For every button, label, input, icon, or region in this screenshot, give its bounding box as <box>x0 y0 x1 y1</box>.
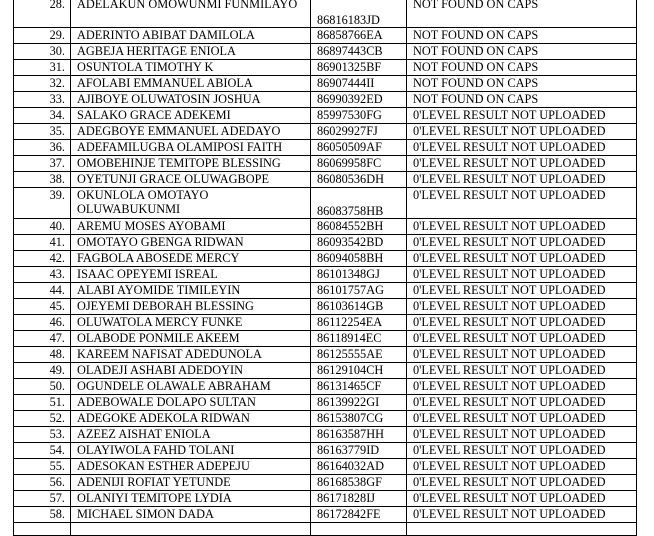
candidate-name-cell: OLADEJI ASHABI ADEDOYIN <box>71 363 311 379</box>
status-cell: 0'LEVEL RESULT NOT UPLOADED <box>407 299 637 315</box>
serial-number-cell: 28. <box>14 0 71 28</box>
candidate-name-cell: ADEFAMILUGBA OLAMIPOSI FAITH <box>71 140 311 156</box>
registration-number-cell: 86101348GJ <box>311 267 407 283</box>
table-row <box>14 0 637 28</box>
table-row <box>14 251 637 267</box>
serial-number-cell: 42. <box>14 251 71 267</box>
status-cell: 0'LEVEL RESULT NOT UPLOADED <box>407 235 637 251</box>
candidate-name-cell: OGUNDELE OLAWALE ABRAHAM <box>71 379 311 395</box>
candidate-name-cell: FAGBOLA ABOSEDE MERCY <box>71 251 311 267</box>
serial-number-cell: 58. <box>14 507 71 523</box>
candidate-name-cell: ADEGOKE ADEKOLA RIDWAN <box>71 411 311 427</box>
registration-number-cell: 86172842FE <box>311 507 407 523</box>
results-table <box>13 0 637 536</box>
candidate-name-cell: OKUNLOLA OMOTAYO OLUWABUKUNMI <box>71 188 311 219</box>
table-row <box>14 108 637 124</box>
serial-number-cell: 50. <box>14 379 71 395</box>
table-row <box>14 219 637 235</box>
serial-number-cell: 56. <box>14 475 71 491</box>
table-row <box>14 188 637 219</box>
table-row <box>14 347 637 363</box>
table-row <box>14 379 637 395</box>
registration-number-cell: 86163779ID <box>311 443 407 459</box>
table-row <box>14 92 637 108</box>
candidate-name-cell: ADENIJI ROFIAT YETUNDE <box>71 475 311 491</box>
candidate-name-cell: OYETUNJI GRACE OLUWAGBOPE <box>71 172 311 188</box>
registration-number-cell: 86168538GF <box>311 475 407 491</box>
table-row <box>14 60 637 76</box>
table-row <box>14 299 637 315</box>
results-table-body <box>14 0 637 536</box>
registration-number-cell: 85997530FG <box>311 108 407 124</box>
registration-number-cell: 86153807CG <box>311 411 407 427</box>
status-cell: 0'LEVEL RESULT NOT UPLOADED <box>407 379 637 395</box>
serial-number-cell: 48. <box>14 347 71 363</box>
status-cell: 0'LEVEL RESULT NOT UPLOADED <box>407 347 637 363</box>
candidate-name-cell: OLAYIWOLA FAHD TOLANI <box>71 443 311 459</box>
candidate-name-cell: ISAAC OPEYEMI ISREAL <box>71 267 311 283</box>
status-cell: 0'LEVEL RESULT NOT UPLOADED <box>407 267 637 283</box>
candidate-name-cell: OLUWATOLA MERCY FUNKE <box>71 315 311 331</box>
registration-number-cell: 86131465CF <box>311 379 407 395</box>
candidate-name-cell: AZEEZ AISHAT ENIOLA <box>71 427 311 443</box>
serial-number-cell: 38. <box>14 172 71 188</box>
candidate-name-cell: ADEBOWALE DOLAPO SULTAN <box>71 395 311 411</box>
candidate-name-cell: AGBEJA HERITAGE ENIOLA <box>71 44 311 60</box>
table-row <box>14 507 637 523</box>
table-row <box>14 427 637 443</box>
serial-number-cell: 55. <box>14 459 71 475</box>
empty-cell <box>407 523 637 536</box>
table-row <box>14 140 637 156</box>
table-row <box>14 363 637 379</box>
candidate-name-cell: OMOTAYO GBENGA RIDWAN <box>71 235 311 251</box>
registration-number-cell: 86083758HB <box>311 188 407 219</box>
table-row <box>14 443 637 459</box>
serial-number-cell: 47. <box>14 331 71 347</box>
candidate-name-cell: AREMU MOSES AYOBAMI <box>71 219 311 235</box>
registration-number-cell: 86103614GB <box>311 299 407 315</box>
registration-number-cell: 86084552BH <box>311 219 407 235</box>
candidate-name-cell: OSUNTOLA TIMOTHY K <box>71 60 311 76</box>
serial-number-cell: 39. <box>14 188 71 219</box>
serial-number-cell: 54. <box>14 443 71 459</box>
serial-number-cell: 41. <box>14 235 71 251</box>
status-cell: 0'LEVEL RESULT NOT UPLOADED <box>407 331 637 347</box>
table-row-cut-off <box>14 523 637 536</box>
registration-number-cell: 86125555AE <box>311 347 407 363</box>
candidate-name-cell: ADESOKAN ESTHER ADEPEJU <box>71 459 311 475</box>
status-cell: 0'LEVEL RESULT NOT UPLOADED <box>407 140 637 156</box>
serial-number-cell: 30. <box>14 44 71 60</box>
status-cell: 0'LEVEL RESULT NOT UPLOADED <box>407 475 637 491</box>
table-row <box>14 267 637 283</box>
serial-number-cell: 37. <box>14 156 71 172</box>
registration-number-cell: 86164032AD <box>311 459 407 475</box>
registration-number-cell: 86907444II <box>311 76 407 92</box>
serial-number-cell: 31. <box>14 60 71 76</box>
empty-cell <box>14 523 71 536</box>
candidate-name-cell: OLABODE PONMILE AKEEM <box>71 331 311 347</box>
table-row <box>14 235 637 251</box>
table-row <box>14 475 637 491</box>
candidate-name-cell: MICHAEL SIMON DADA <box>71 507 311 523</box>
registration-number-cell: 86990392ED <box>311 92 407 108</box>
serial-number-cell: 49. <box>14 363 71 379</box>
candidate-name-cell: SALAKO GRACE ADEKEMI <box>71 108 311 124</box>
candidate-name-cell: ADEGBOYE EMMANUEL ADEDAYO <box>71 124 311 140</box>
registration-number-cell: 86163587HH <box>311 427 407 443</box>
status-cell: 0'LEVEL RESULT NOT UPLOADED <box>407 459 637 475</box>
status-cell: 0'LEVEL RESULT NOT UPLOADED <box>407 507 637 523</box>
empty-cell <box>311 523 407 536</box>
candidate-name-cell: ADERINTO ABIBAT DAMILOLA <box>71 28 311 44</box>
serial-number-cell: 46. <box>14 315 71 331</box>
registration-number-cell: 86129104CH <box>311 363 407 379</box>
registration-number-cell: 86139922GI <box>311 395 407 411</box>
status-cell: 0'LEVEL RESULT NOT UPLOADED <box>407 283 637 299</box>
serial-number-cell: 52. <box>14 411 71 427</box>
status-cell: 0'LEVEL RESULT NOT UPLOADED <box>407 188 637 219</box>
serial-number-cell: 32. <box>14 76 71 92</box>
candidate-name-cell: OJEYEMI DEBORAH BLESSING <box>71 299 311 315</box>
status-cell: 0'LEVEL RESULT NOT UPLOADED <box>407 124 637 140</box>
table-row <box>14 315 637 331</box>
serial-number-cell: 44. <box>14 283 71 299</box>
status-cell: NOT FOUND ON CAPS <box>407 92 637 108</box>
empty-cell <box>71 523 311 536</box>
serial-number-cell: 53. <box>14 427 71 443</box>
registration-number-cell: 86094058BH <box>311 251 407 267</box>
registration-number-cell: 86901325BF <box>311 60 407 76</box>
status-cell: 0'LEVEL RESULT NOT UPLOADED <box>407 427 637 443</box>
table-row <box>14 395 637 411</box>
candidate-name-cell: AJIBOYE OLUWATOSIN JOSHUA <box>71 92 311 108</box>
status-cell: 0'LEVEL RESULT NOT UPLOADED <box>407 395 637 411</box>
registration-number-cell: 86029927FJ <box>311 124 407 140</box>
table-row <box>14 28 637 44</box>
status-cell: 0'LEVEL RESULT NOT UPLOADED <box>407 443 637 459</box>
registration-number-cell: 86816183JD <box>311 0 407 28</box>
status-cell: NOT FOUND ON CAPS <box>407 60 637 76</box>
table-row <box>14 459 637 475</box>
serial-number-cell: 34. <box>14 108 71 124</box>
table-row <box>14 283 637 299</box>
serial-number-cell: 33. <box>14 92 71 108</box>
candidate-name-cell: OMOBEHINJE TEMITOPE BLESSING <box>71 156 311 172</box>
serial-number-cell: 35. <box>14 124 71 140</box>
status-cell: 0'LEVEL RESULT NOT UPLOADED <box>407 219 637 235</box>
status-cell: 0'LEVEL RESULT NOT UPLOADED <box>407 363 637 379</box>
status-cell: 0'LEVEL RESULT NOT UPLOADED <box>407 491 637 507</box>
registration-number-cell: 86093542BD <box>311 235 407 251</box>
serial-number-cell: 40. <box>14 219 71 235</box>
status-cell: 0'LEVEL RESULT NOT UPLOADED <box>407 156 637 172</box>
registration-number-cell: 86050509AF <box>311 140 407 156</box>
table-row <box>14 491 637 507</box>
serial-number-cell: 43. <box>14 267 71 283</box>
status-cell: NOT FOUND ON CAPS <box>407 76 637 92</box>
registration-number-cell: 86069958FC <box>311 156 407 172</box>
candidate-name-cell: AFOLABI EMMANUEL ABIOLA <box>71 76 311 92</box>
status-cell: 0'LEVEL RESULT NOT UPLOADED <box>407 251 637 267</box>
serial-number-cell: 36. <box>14 140 71 156</box>
candidate-name-cell: ADELAKUN OMOWUNMI FUNMILAYO <box>71 0 311 28</box>
candidate-name-cell: OLANIYI TEMITOPE LYDIA <box>71 491 311 507</box>
status-cell: 0'LEVEL RESULT NOT UPLOADED <box>407 315 637 331</box>
status-cell: NOT FOUND ON CAPS <box>407 28 637 44</box>
serial-number-cell: 45. <box>14 299 71 315</box>
status-cell: 0'LEVEL RESULT NOT UPLOADED <box>407 172 637 188</box>
table-row <box>14 172 637 188</box>
registration-number-cell: 86112254EA <box>311 315 407 331</box>
candidate-name-cell: ALABI AYOMIDE TIMILEYIN <box>71 283 311 299</box>
registration-number-cell: 86897443CB <box>311 44 407 60</box>
table-row <box>14 44 637 60</box>
table-row <box>14 76 637 92</box>
table-row <box>14 124 637 140</box>
registration-number-cell: 86101757AG <box>311 283 407 299</box>
status-cell: 0'LEVEL RESULT NOT UPLOADED <box>407 411 637 427</box>
table-row <box>14 411 637 427</box>
candidate-name-cell: KAREEM NAFISAT ADEDUNOLA <box>71 347 311 363</box>
serial-number-cell: 51. <box>14 395 71 411</box>
status-cell: NOT FOUND ON CAPS <box>407 0 637 28</box>
status-cell: 0'LEVEL RESULT NOT UPLOADED <box>407 108 637 124</box>
registration-number-cell: 86858766EA <box>311 28 407 44</box>
registration-number-cell: 86080536DH <box>311 172 407 188</box>
serial-number-cell: 29. <box>14 28 71 44</box>
serial-number-cell: 57. <box>14 491 71 507</box>
table-row <box>14 331 637 347</box>
table-row <box>14 156 637 172</box>
registration-number-cell: 86171828IJ <box>311 491 407 507</box>
status-cell: NOT FOUND ON CAPS <box>407 44 637 60</box>
registration-number-cell: 86118914EC <box>311 331 407 347</box>
